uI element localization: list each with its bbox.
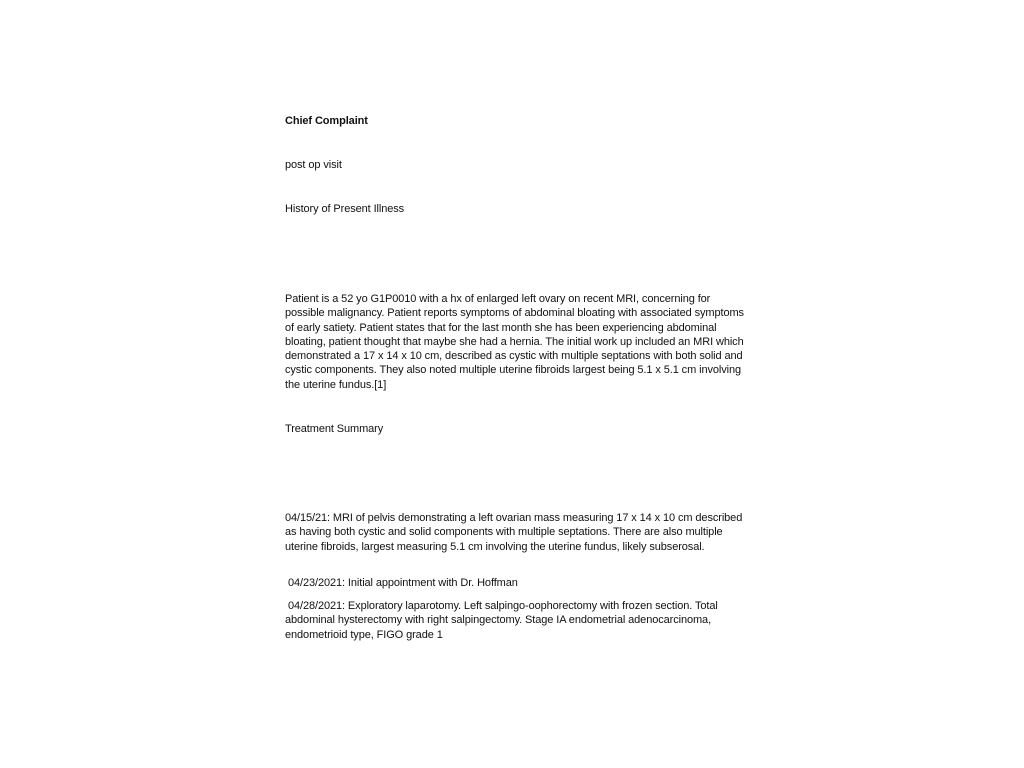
hpi-heading: History of Present Illness [285, 203, 405, 215]
hpi-text: Patient is a 52 yo G1P0010 with a hx of enlarged left ovary on recent MRI, concerning for possible malignancy. Patient reports symptoms of abdominal bloating with associated symptoms of early satiety. Patient states that for the last month she has been experiencing abdominal bloating, patient thought that maybe she had a hernia. The initial work up included an MRI which demonstrated a 17 x 14 x 10 cm, described as cystic with multiple septations with both solid and cystic components. They also noted multiple uterine fibroids largest being 5.1 x 5.1 cm involving the uterine fundus.[1] [285, 293, 744, 391]
chief-complaint-heading: Chief Complaint [285, 115, 368, 127]
treatment-heading: Treatment Summary [285, 423, 384, 435]
treatment-entry: 04/28/2021: Exploratory laparotomy. Left salpingo-oophorectomy with frozen section. Total abdominal hysterectomy with right salpingectomy. Stage IA endometrial adenocarcinoma, endometrioid type, FIGO grade 1 [285, 600, 721, 641]
treatment-entry: 04/23/2021: Initial appointment with Dr. Hoffman [285, 577, 518, 589]
treatment-entry: 04/15/21: MRI of pelvis demonstrating a left ovarian mass measuring 17 x 14 x 10 cm described as having both cystic and solid components with multiple septations. There are also multiple uterine fibroids, largest measuring 5.1 cm involving the uterine fundus, likely subserosal. [285, 512, 743, 553]
chief-complaint-text: post op visit [285, 159, 342, 171]
